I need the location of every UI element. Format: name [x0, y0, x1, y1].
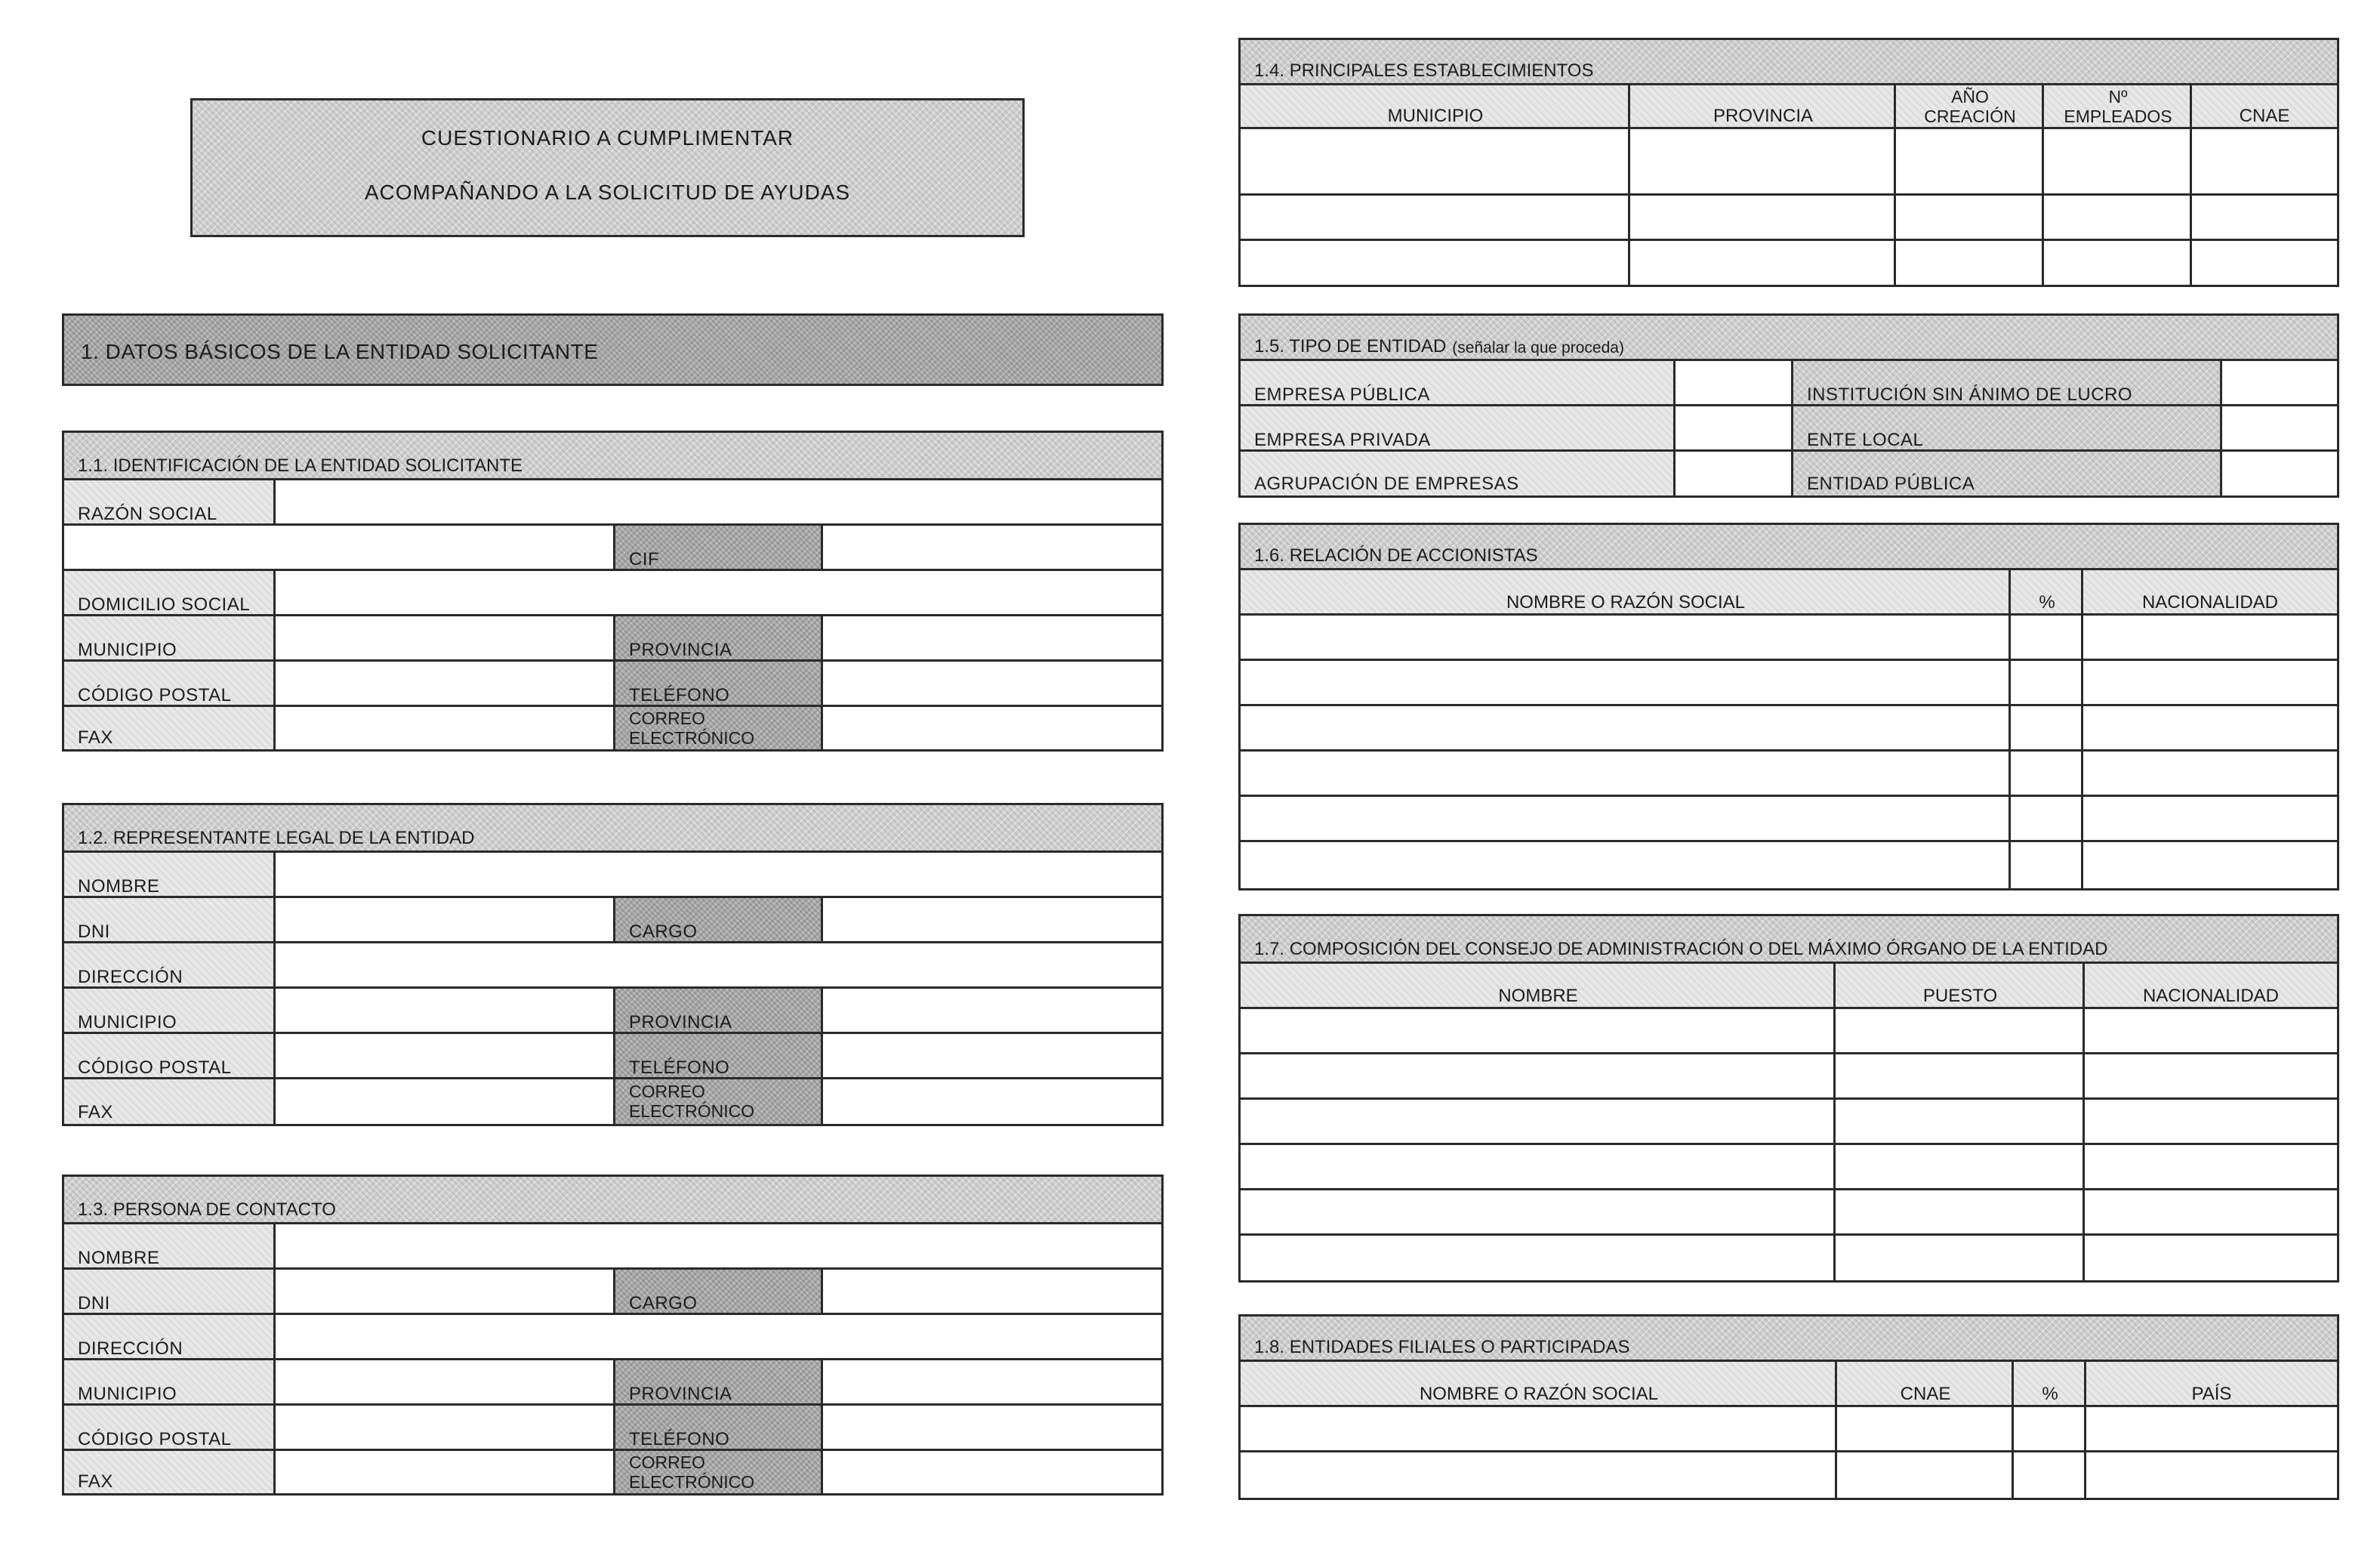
contact-provincia-label: PROVINCIA [629, 1384, 732, 1404]
contact-correo-label [629, 1452, 754, 1492]
contact-dni-field[interactable] [276, 1270, 615, 1315]
agrupacion-checkbox[interactable] [1676, 452, 1793, 495]
codigo-postal-field[interactable] [276, 662, 615, 707]
table-cell[interactable] [2011, 752, 2083, 797]
fax-field[interactable] [276, 707, 615, 749]
correo-label-line1: CORREO [629, 708, 705, 728]
table-cell[interactable] [2011, 797, 2083, 842]
table-cell[interactable] [1241, 661, 2011, 706]
ente-local-label: ENTE LOCAL [1807, 430, 1924, 450]
col-porcentaje-filiales: % [2042, 1384, 2058, 1404]
col-pais: PAÍS [2191, 1384, 2232, 1404]
table-cell[interactable] [2011, 706, 2083, 752]
section-1-2-table [62, 803, 1164, 1126]
table-cell[interactable] [1837, 1452, 2014, 1498]
table-cell[interactable] [2085, 1236, 2337, 1280]
rep-provincia-label: PROVINCIA [629, 1012, 732, 1033]
table-cell[interactable] [1896, 196, 2044, 241]
correo-label-line2: ELECTRÓNICO [629, 728, 755, 748]
col-anio-line1: AÑO [1951, 87, 1989, 106]
section-1-5-table [1238, 313, 2339, 498]
table-cell[interactable] [2192, 196, 2337, 241]
empresa-publica-label: EMPRESA PÚBLICA [1254, 384, 1430, 405]
section-1-5-title-text: 1.5. TIPO DE ENTIDAD [1254, 336, 1447, 357]
section-1-5-title [1241, 316, 2337, 361]
table-cell[interactable] [1241, 842, 2011, 888]
table-cell[interactable] [2086, 1452, 2337, 1498]
col-empleados-line2: EMPLEADOS [2064, 106, 2172, 126]
contact-correo-label-line2: ELECTRÓNICO [629, 1472, 755, 1492]
razon-social-field[interactable] [276, 480, 1161, 526]
contact-correo-label-line1: CORREO [629, 1452, 705, 1472]
contact-direccion-label: DIRECCIÓN [78, 1338, 183, 1359]
table-cell[interactable] [1837, 1407, 2014, 1452]
rep-provincia-field[interactable] [823, 989, 1161, 1034]
rep-dni-label: DNI [78, 921, 110, 942]
fax-label: FAX [78, 727, 113, 748]
table-cell[interactable] [2085, 1145, 2337, 1190]
agrupacion-label: AGRUPACIÓN DE EMPRESAS [1254, 474, 1519, 494]
contact-fax-field[interactable] [276, 1451, 615, 1493]
col-cnae: CNAE [2239, 106, 2290, 126]
section-1-title-bar [62, 313, 1164, 386]
table-cell[interactable] [1836, 1145, 2085, 1190]
section-1-7-title: 1.7. COMPOSICIÓN DEL CONSEJO DE ADMINISTRACIÓN O DEL MÁXIMO ÓRGANO DE LA ENTIDAD [1241, 916, 2337, 964]
table-cell[interactable] [2083, 616, 2337, 661]
col-porcentaje: % [2039, 592, 2055, 613]
correo-field[interactable] [823, 707, 1161, 749]
form-title-line2: ACOMPAÑANDO A LA SOLICITUD DE AYUDAS [364, 181, 851, 204]
telefono-label: TELÉFONO [629, 685, 730, 705]
contact-nombre-label: NOMBRE [78, 1248, 160, 1268]
table-cell[interactable] [1630, 196, 1896, 241]
provincia-field[interactable] [823, 616, 1161, 662]
section-1-4-title: 1.4. PRINCIPALES ESTABLECIMIENTOS [1241, 40, 2337, 85]
rep-municipio-field[interactable] [276, 989, 615, 1034]
table-cell[interactable] [1241, 1190, 1836, 1236]
municipio-label: MUNICIPIO [78, 640, 177, 660]
empresa-privada-checkbox[interactable] [1676, 406, 1793, 452]
contact-direccion-field[interactable] [276, 1315, 1161, 1360]
table-cell[interactable] [1241, 706, 2011, 752]
contact-cp-label: CÓDIGO POSTAL [78, 1429, 232, 1449]
rep-telefono-label: TELÉFONO [629, 1057, 730, 1078]
rep-cp-label: CÓDIGO POSTAL [78, 1057, 232, 1078]
table-cell[interactable] [1836, 1054, 2085, 1100]
cif-label: CIF [629, 549, 660, 570]
col-nombre-razon-social: NOMBRE O RAZÓN SOCIAL [1506, 592, 1746, 613]
contact-provincia-field[interactable] [823, 1360, 1161, 1406]
contact-dni-label: DNI [78, 1293, 110, 1313]
table-cell[interactable] [1241, 1100, 1836, 1145]
table-cell[interactable] [1241, 1009, 1836, 1054]
razon-social-label: RAZÓN SOCIAL [78, 504, 217, 524]
table-cell[interactable] [1241, 797, 2011, 842]
section-1-1-table [62, 431, 1164, 752]
col-nombre: NOMBRE [1498, 986, 1578, 1006]
col-cnae-filiales: CNAE [1900, 1384, 1951, 1404]
table-cell[interactable] [1241, 616, 2011, 661]
rep-fax-label: FAX [78, 1102, 113, 1122]
table-cell[interactable] [2085, 1054, 2337, 1100]
col-nombre-razon-social-filiales: NOMBRE O RAZÓN SOCIAL [1419, 1384, 1659, 1404]
table-cell[interactable] [1836, 1236, 2085, 1280]
section-1-8-title: 1.8. ENTIDADES FILIALES O PARTICIPADAS [1241, 1317, 2337, 1362]
rep-correo-label [629, 1082, 754, 1121]
section-1-3-title: 1.3. PERSONA DE CONTACTO [64, 1177, 1161, 1224]
table-cell[interactable] [2044, 196, 2192, 241]
empresa-publica-checkbox[interactable] [1676, 361, 1793, 406]
contact-cargo-field[interactable] [823, 1270, 1161, 1315]
table-cell[interactable] [2014, 1452, 2086, 1498]
rep-direccion-field[interactable] [276, 943, 1161, 989]
rep-telefono-field[interactable] [823, 1034, 1161, 1079]
table-cell[interactable] [2192, 241, 2337, 285]
table-cell[interactable] [2085, 1100, 2337, 1145]
table-cell[interactable] [2085, 1190, 2337, 1236]
empresa-privada-label: EMPRESA PRIVADA [1254, 430, 1431, 450]
col-empleados [2044, 87, 2192, 126]
col-empleados-line1: Nº [2108, 87, 2128, 106]
table-cell[interactable] [1241, 752, 2011, 797]
contact-nombre-field[interactable] [276, 1224, 1161, 1270]
contact-municipio-field[interactable] [276, 1360, 615, 1406]
domicilio-label: DOMICILIO SOCIAL [78, 594, 251, 615]
table-cell[interactable] [2014, 1407, 2086, 1452]
section-1-title: 1. DATOS BÁSICOS DE LA ENTIDAD SOLICITANTE [81, 340, 599, 363]
section-1-2-title: 1.2. REPRESENTANTE LEGAL DE LA ENTIDAD [64, 805, 1161, 853]
table-cell[interactable] [1630, 129, 1896, 196]
ente-local-checkbox[interactable] [2222, 406, 2337, 452]
section-1-4-table [1238, 38, 2339, 287]
table-cell[interactable] [1836, 1100, 2085, 1145]
section-1-6-table [1238, 523, 2339, 891]
rep-correo-field[interactable] [823, 1079, 1161, 1124]
rep-nombre-label: NOMBRE [78, 876, 160, 897]
table-cell[interactable] [1896, 129, 2044, 196]
institucion-checkbox[interactable] [2222, 361, 2337, 406]
section-1-6-title: 1.6. RELACIÓN DE ACCIONISTAS [1241, 525, 2337, 570]
table-cell[interactable] [2044, 129, 2192, 196]
col-anio-line2: CREACIÓN [1924, 106, 2016, 126]
table-cell[interactable] [1241, 241, 1630, 285]
table-cell[interactable] [2044, 241, 2192, 285]
rep-municipio-label: MUNICIPIO [78, 1012, 177, 1033]
col-nacionalidad: NACIONALIDAD [2141, 592, 2279, 613]
table-cell[interactable] [1241, 129, 1630, 196]
contact-telefono-label: TELÉFONO [629, 1429, 730, 1449]
col-anio-creacion [1896, 87, 2044, 126]
rep-fax-field[interactable] [276, 1079, 615, 1124]
table-cell[interactable] [1241, 196, 1630, 241]
cif-field[interactable] [823, 526, 1161, 571]
table-cell[interactable] [2083, 797, 2337, 842]
provincia-label: PROVINCIA [629, 640, 732, 660]
contact-correo-field[interactable] [823, 1451, 1161, 1493]
correo-label [629, 708, 754, 748]
rep-direccion-label: DIRECCIÓN [78, 967, 183, 987]
table-cell[interactable] [1241, 1236, 1836, 1280]
rep-correo-label-line2: ELECTRÓNICO [629, 1101, 755, 1121]
contact-cp-field[interactable] [276, 1406, 615, 1451]
table-cell[interactable] [1241, 1452, 1837, 1498]
table-cell[interactable] [2085, 1009, 2337, 1054]
rep-cargo-label: CARGO [629, 921, 698, 942]
section-1-8-table [1238, 1314, 2339, 1500]
telefono-field[interactable] [823, 662, 1161, 707]
rep-cp-field[interactable] [276, 1034, 615, 1079]
entidad-publica-label: ENTIDAD PÚBLICA [1807, 474, 1975, 494]
institucion-label: INSTITUCIÓN SIN ÁNIMO DE LUCRO [1807, 384, 2133, 405]
table-cell[interactable] [2083, 842, 2337, 888]
rep-cargo-field[interactable] [823, 898, 1161, 943]
table-cell[interactable] [2083, 706, 2337, 752]
col-nacionalidad-consejo: NACIONALIDAD [2142, 986, 2280, 1006]
rep-nombre-field[interactable] [276, 853, 1161, 898]
section-1-1-title: 1.1. IDENTIFICACIÓN DE LA ENTIDAD SOLICITANTE [64, 433, 1161, 480]
rep-dni-field[interactable] [276, 898, 615, 943]
table-cell[interactable] [2086, 1407, 2337, 1452]
contact-telefono-field[interactable] [823, 1406, 1161, 1451]
contact-municipio-label: MUNICIPIO [78, 1384, 177, 1404]
section-1-5-title-note: (señalar la que proceda) [1452, 339, 1624, 357]
col-municipio: MUNICIPIO [1387, 106, 1484, 126]
codigo-postal-label: CÓDIGO POSTAL [78, 685, 232, 705]
domicilio-field[interactable] [276, 571, 1161, 616]
form-header [190, 98, 1025, 237]
municipio-field[interactable] [276, 616, 615, 662]
contact-cargo-label: CARGO [629, 1293, 698, 1313]
table-cell[interactable] [1836, 1009, 2085, 1054]
table-cell[interactable] [1630, 241, 1896, 285]
table-cell[interactable] [1241, 1145, 1836, 1190]
table-cell[interactable] [2011, 616, 2083, 661]
col-provincia: PROVINCIA [1713, 106, 1814, 126]
table-cell[interactable] [1241, 1407, 1837, 1452]
rep-correo-label-line1: CORREO [629, 1082, 705, 1101]
entidad-publica-checkbox[interactable] [2222, 452, 2337, 495]
form-title-line1: CUESTIONARIO A CUMPLIMENTAR [421, 126, 794, 150]
table-cell[interactable] [2011, 661, 2083, 706]
table-cell[interactable] [2192, 129, 2337, 196]
table-cell[interactable] [2083, 752, 2337, 797]
table-cell[interactable] [1896, 241, 2044, 285]
table-cell[interactable] [2083, 661, 2337, 706]
table-cell[interactable] [1241, 1054, 1836, 1100]
table-cell[interactable] [1836, 1190, 2085, 1236]
col-puesto: PUESTO [1922, 986, 1998, 1006]
section-1-3-table [62, 1175, 1164, 1496]
section-1-7-table [1238, 914, 2339, 1283]
table-cell[interactable] [2011, 842, 2083, 888]
contact-fax-label: FAX [78, 1471, 113, 1492]
razon-social-field-2[interactable] [64, 526, 615, 571]
